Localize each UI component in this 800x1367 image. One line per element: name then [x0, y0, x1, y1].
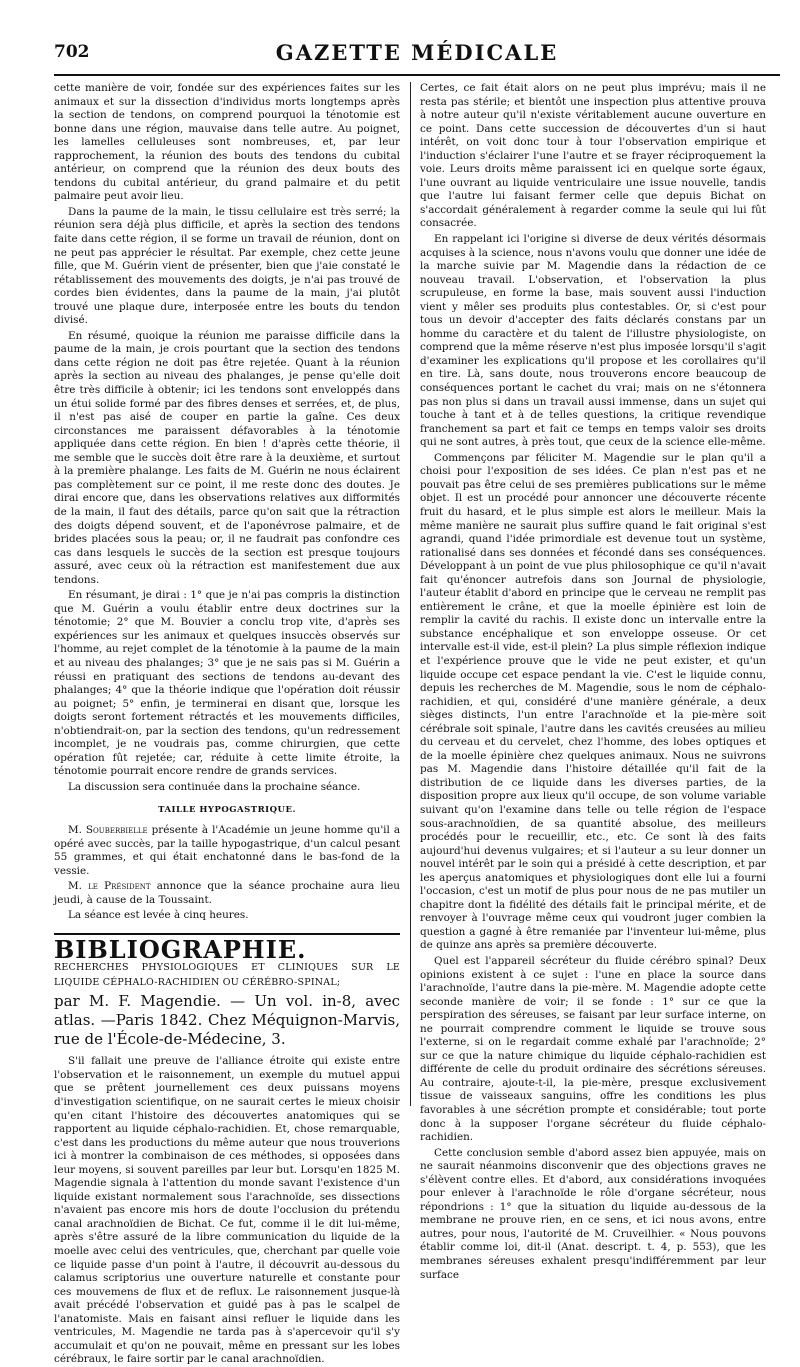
paragraph: En rappelant ici l'origine si diverse de deux vérités désormais acquises à la science, nous n'avons voulu que donner une idée de la marche suivie par M. Magendie dans la rédaction de ce nouveau travail. L'observation, et l'observation la plus scrupuleuse, en forme la base, mais souvent aussi l'induction vient y mêler ses produits plus contestables. Or, si c'est pour tous un devoir d'accepter des faits déclarés constans par un homme du caractère et du talent de l'illustre physiologiste, on comprend que la même réserve n'est plus imposée lorsqu'il s'agit d'examiner les explications qu'il propose et les corollaires qu'il en tire. Là, sans doute, nous trouverons encore beaucoup de conséquences portant le cachet du vrai; mais on ne s'étonnera pas non plus si dans un travail aussi immense, dans un sujet qui touche à tant et à de telles questions, la critique revendique franchement sa part et fait ce temps en temps valoir ses droits qui ne sont autres, à près tout, que ceux de la science elle-même. [420, 233, 766, 449]
paragraph: En résumant, je dirai : 1° que je n'ai pas compris la distinction que M. Guérin a voulu établir entre deux doctrines sur la ténotomie; 2° que M. Bouvier a conclu trop vite, d'après ses expériences sur les animaux et quelques insuccès observés sur l'homme, au rejet complet de la ténotomie à la paume de la main et au niveau des phalanges; 3° que je ne sais pas si M. Guérin a réussi en pratiquant des sections de tendons au-devant des phalanges; 4° que la théorie indique que l'opération doit réussir au poignet; 5° enfin, je terminerai en disant que, lorsque les doigts seront fortement rétractés et les mouvements difficiles, n'obtiendrait-on, par la section des tendons, qu'un redressement incomplet, je ne voudrais pas, comme chirurgien, que cette opération fût rejetée; car, réduite à cette limite étroite, la ténotomie pourrait encore rendre de grands services. [54, 589, 400, 778]
paragraph: Quel est l'appareil sécréteur du fluide cérébro spinal? Deux opinions existent à ce sujet : l'une en place la source dans l'arachnoïde, l'autre dans la pie-mère. M. Magendie adopte cette seconde manière de voir; il se fonde : 1° sur ce que la perspiration des séreuses, se faisant par leur surface interne, on ne pourrait comprendre comment le liquide se trouve sous l'externe, si on le regardait comme exhalé par l'arachnoïde; 2° sur ce que la nature chimique du liquide céphalo-rachidien est différente de celle du produit ordinaire des sécrétions séreuses. Au contraire, ajoute-t-il, la pie-mère, presque exclusivement tissue de vaisseaux sanguins, offre les conditions les plus favorables à une sécrétion prompte et considérable; tout porte donc à la supposer l'organe sécréteur du fluide céphalo-rachidien. [420, 955, 766, 1144]
page-number: 702 [54, 42, 90, 62]
paragraph [54, 824, 400, 878]
paragraph: Dans la paume de la main, le tissu cellulaire est très serré; la réunion sera déjà plus difficile, et après la section des tendons faite dans cette région, il se forme un travail de réunion, dont on ne peut pas apprécier le résultat. Par exemple, chez cette jeune fille, que M. Guérin vient de présenter, bien que j'aie constaté le rétablissement des mouvements des doigts, je n'ai pas trouvé de cordes bien évidentes, dans la paume de la main, j'ai plutôt trouvé une plaque dure, interposée entre les bouts du tendon divisé. [54, 205, 400, 327]
book-title: RECHERCHES PHYSIOLOGIQUES ET CLINIQUES SUR LE LIQUIDE CÉPHALO-RACHIDIEN OU CÉRÉBRO-SPINAL; [54, 962, 400, 989]
paragraph: En résumé, quoique la réunion me paraisse difficile dans la paume de la main, je crois pourtant que la section des tendons dans cette région ne doit pas être rejetée. Quant à la réunion après la section au niveau des phalanges, je pense qu'elle doit être très difficile à obtenir; ici les tendons sont enveloppés dans un étui solide formé par des fibres denses et serrées, et, de plus, il n'est pas aisé de couper en partie la gaîne. Ces deux circonstances me paraissent défavorables à la ténotomie appliquée dans cette région. En bien ! d'après cette théorie, il me semble que le succès doit être rare à la deuxième, et surtout à la première phalange. Les faits de M. Guérin ne nous éclairent pas complètement sur ce point, il me reste donc des doutes. Je dirai encore que, dans les observations relatives aux difformités de la main, il faut des détails, parce qu'on sait que la rétraction des doigts dépend souvent, et de l'aponévrose palmaire, et de brides placées sous la peau; or, il ne faudrait pas confondre ces cas dans lesquels le succès de la section est presque toujours assuré, avec ceux où la rétraction est manifestement due aux tendons. [54, 329, 400, 586]
left-column [54, 82, 401, 1366]
paragraph: cette manière de voir, fondée sur des expériences faites sur les animaux et sur la dissection d'individus morts longtemps après la section de tendons, on comprend pourquoi la ténotomie est bonne dans une région, mauvaise dans telle autre. Au poignet, les lamelles celluleuses sont nombreuses, et, par leur rapprochement, la réunion des bouts des tendons du cubital antérieur, on comprend que la réunion des deux bouts des tendons du cubital antérieur, du grand palmaire et du petit palmaire peut avoir lieu. [54, 82, 400, 203]
newspaper-page [54, 36, 780, 1366]
bibliography-heading: BIBLIOGRAPHIE. [54, 934, 307, 964]
speaker-name: M. Souberbielle [68, 823, 148, 836]
paragraph: Commençons par féliciter M. Magendie sur le plan qu'il a choisi pour l'exposition de ses idées. Ce plan n'est pas et ne pouvait pas être celui de ses premières publications sur le même objet. Il est un procédé pour annoncer une découverte récente fruit du hasard, et le plus simple est alors le meilleur. Mais la même manière ne saurait plus suffire quand le fait original s'est agrandi, quand l'idée primordiale est devenue tout un système, rationalisé dans ses données et fécondé dans ses conséquences. Développant à un point de vue plus philosophique ce qu'il n'avait fait qu'énoncer autrefois dans son Journal de physiologie, l'auteur établit d'abord en principe que le cerveau ne remplit pas entièrement le crâne, et que la moelle épinière est loin de remplir la cavité du rachis. Il existe donc un intervalle entre la substance encéphalique et son enveloppe osseuse. Or cet intervalle est-il vide, est-il plein? La plus simple réflexion indique et l'expérience prouve que le vide ne peut exister, et qu'un liquide occupe cet espace pendant la vie. C'est le liquide connu, depuis les recherches de M. Magendie, sous le nom de céphalo-rachidien, et qui, considéré d'une manière générale, a deux sièges distincts, l'un entre l'arachnoïde et la pie-mère soit cérébrale soit spinale, l'autre dans les cavités creusées au milieu du cerveau et du cervelet, chez l'homme, des lobes optiques et de la moelle épinière chez quelques animaux. Nous ne suivrons pas M. Magendie dans l'histoire détaillée qu'il fait de la distribution de ce liquide dans les diverses parties, de la disposition propre aux lieux qu'il occupe, de son volume variable suivant qu'on l'examine dans telle ou telle région de l'espace sous-arachnoïdien, de sa quantité absolue, des meilleurs procédés pour le recueillir, etc., etc. Ce sont là des faits aujourd'hui devenus vulgaires; et si l'auteur a su leur donner un nouvel intérêt par le soin qui a présidé à cette description, et par les aperçus anatomiques et physiologiques dont elle lui a fourni l'occasion, c'est un motif de plus pour nous de ne pas mutiler un chapitre dont la fidélité des détails fait le principal mérite, et de renvoyer à l'ouvrage même ceux qui voudront juger combien la question a gagné à être remaniée par l'inventeur lui-même, plus de quinze ans après sa première découverte. [420, 451, 766, 952]
page-header [54, 36, 780, 76]
speaker-name: M. le Président [68, 880, 151, 893]
book-details: par M. F. Magendie. — Un vol. in-8, avec atlas. —Paris 1842. Chez Méquignon-Marvis, rue de l'École-de-Médecine, 3. [54, 992, 400, 1049]
paragraph: La séance est levée à cinq heures. [68, 909, 249, 922]
section-subheading: TAILLE HYPOGASTRIQUE. [158, 805, 296, 816]
paragraph [54, 880, 400, 907]
article-columns [54, 82, 780, 1366]
journal-title: GAZETTE MÉDICALE [275, 40, 559, 65]
paragraph: La discussion sera continuée dans la prochaine séance. [68, 780, 361, 793]
right-column [420, 82, 766, 1281]
paragraph-text: présente à l'Académie un jeune homme qu'il a opéré avec succès, par la taille hypogastrique, d'un calcul pesant 55 grammes, et qui était enchatonné dans le bas-fond de la vessie. [54, 823, 401, 877]
paragraph: Cette conclusion semble d'abord assez bien appuyée, mais on ne saurait néanmoins disconvenir que des objections graves ne s'élèvent contre elles. Et d'abord, aux considérations invoquées pour enlever à l'arachnoïde le rôle d'organe sécréteur, nous répondrions : 1° que la situation du liquide au-dessous de la membrane ne prouve rien, en ce sens, et ici nous avons, entre autres, pour nous, l'autorité de M. Cruveilhier. « Nous pouvons établir comme loi, dit-il (Anat. descript. t. 4, p. 553), que les membranes séreuses exhalent presqu'indifféremment par leur surface [420, 1146, 766, 1281]
paragraph: S'il fallait une preuve de l'alliance étroite qui existe entre l'observation et le raisonnement, un exemple du mutuel appui que se prêtent journellement ces deux puissans moyens d'investigation scientifique, on ne saurait certes le mieux choisir qu'en citant l'histoire des découvertes anatomiques qui se rapportent au liquide céphalo-rachidien. Et, chose remarquable, c'est dans les productions du même auteur que nous trouverions ici à montrer la combinaison de ces méthodes, si opposées dans leur moyens, si souvent pareilles par leur but. Lorsqu'en 1825 M. Magendie signala à l'attention du monde savant l'existence d'un liquide existant normalement sous l'arachnoïde, ses dissections n'avaient pas encore mis hors de doute l'occlusion du prétendu canal arachnoïdien de Bichat. Ce fut, comme il le dit lui-même, après s'être assuré de la libre communication du liquide de la moelle avec celui des ventricules, que, cherchant par quelle voie ce liquide passe d'un point à l'autre, il découvrit au-dessous du calamus scriptorius une ouverture naturelle et constante pour ces mouvemens de flux et de reflux. Le raisonnement jusque-là avait précédé l'observation et guidé pas à pas le scalpel de l'anatomiste. Mais en faisant ainsi refluer le liquide dans les ventricules, M. Magendie ne tarda pas à s'apercevoir qu'il s'y accumulait et qu'on ne pouvait, même en pressant sur les lobes cérébraux, le faire sortir par le canal arachnoïdien. [54, 1055, 400, 1366]
paragraph: Certes, ce fait était alors on ne peut plus imprévu; mais il ne resta pas stérile; et bientôt une inspection plus attentive prouva à notre auteur qu'il n'existe véritablement aucune ouverture en ce point. Dans cette succession de découvertes d'un si haut intérêt, on voit donc tour à tour l'observation empirique et l'induction s'éclairer l'une l'autre et se frayer réciproquement la voie. Leurs droits même paraissent ici en quelque sorte égaux, l'une ouvrant au liquide ventriculaire une issue nouvelle, tandis que l'autre lui faisant fermer celle que depuis Bichat on s'accordait généralement à regarder comme la seule qui lui fût consacrée. [420, 82, 766, 230]
column-divider [410, 82, 411, 1106]
paragraph-text: annonce que la séance prochaine aura lieu jeudi, à cause de la Toussaint. [54, 880, 400, 906]
